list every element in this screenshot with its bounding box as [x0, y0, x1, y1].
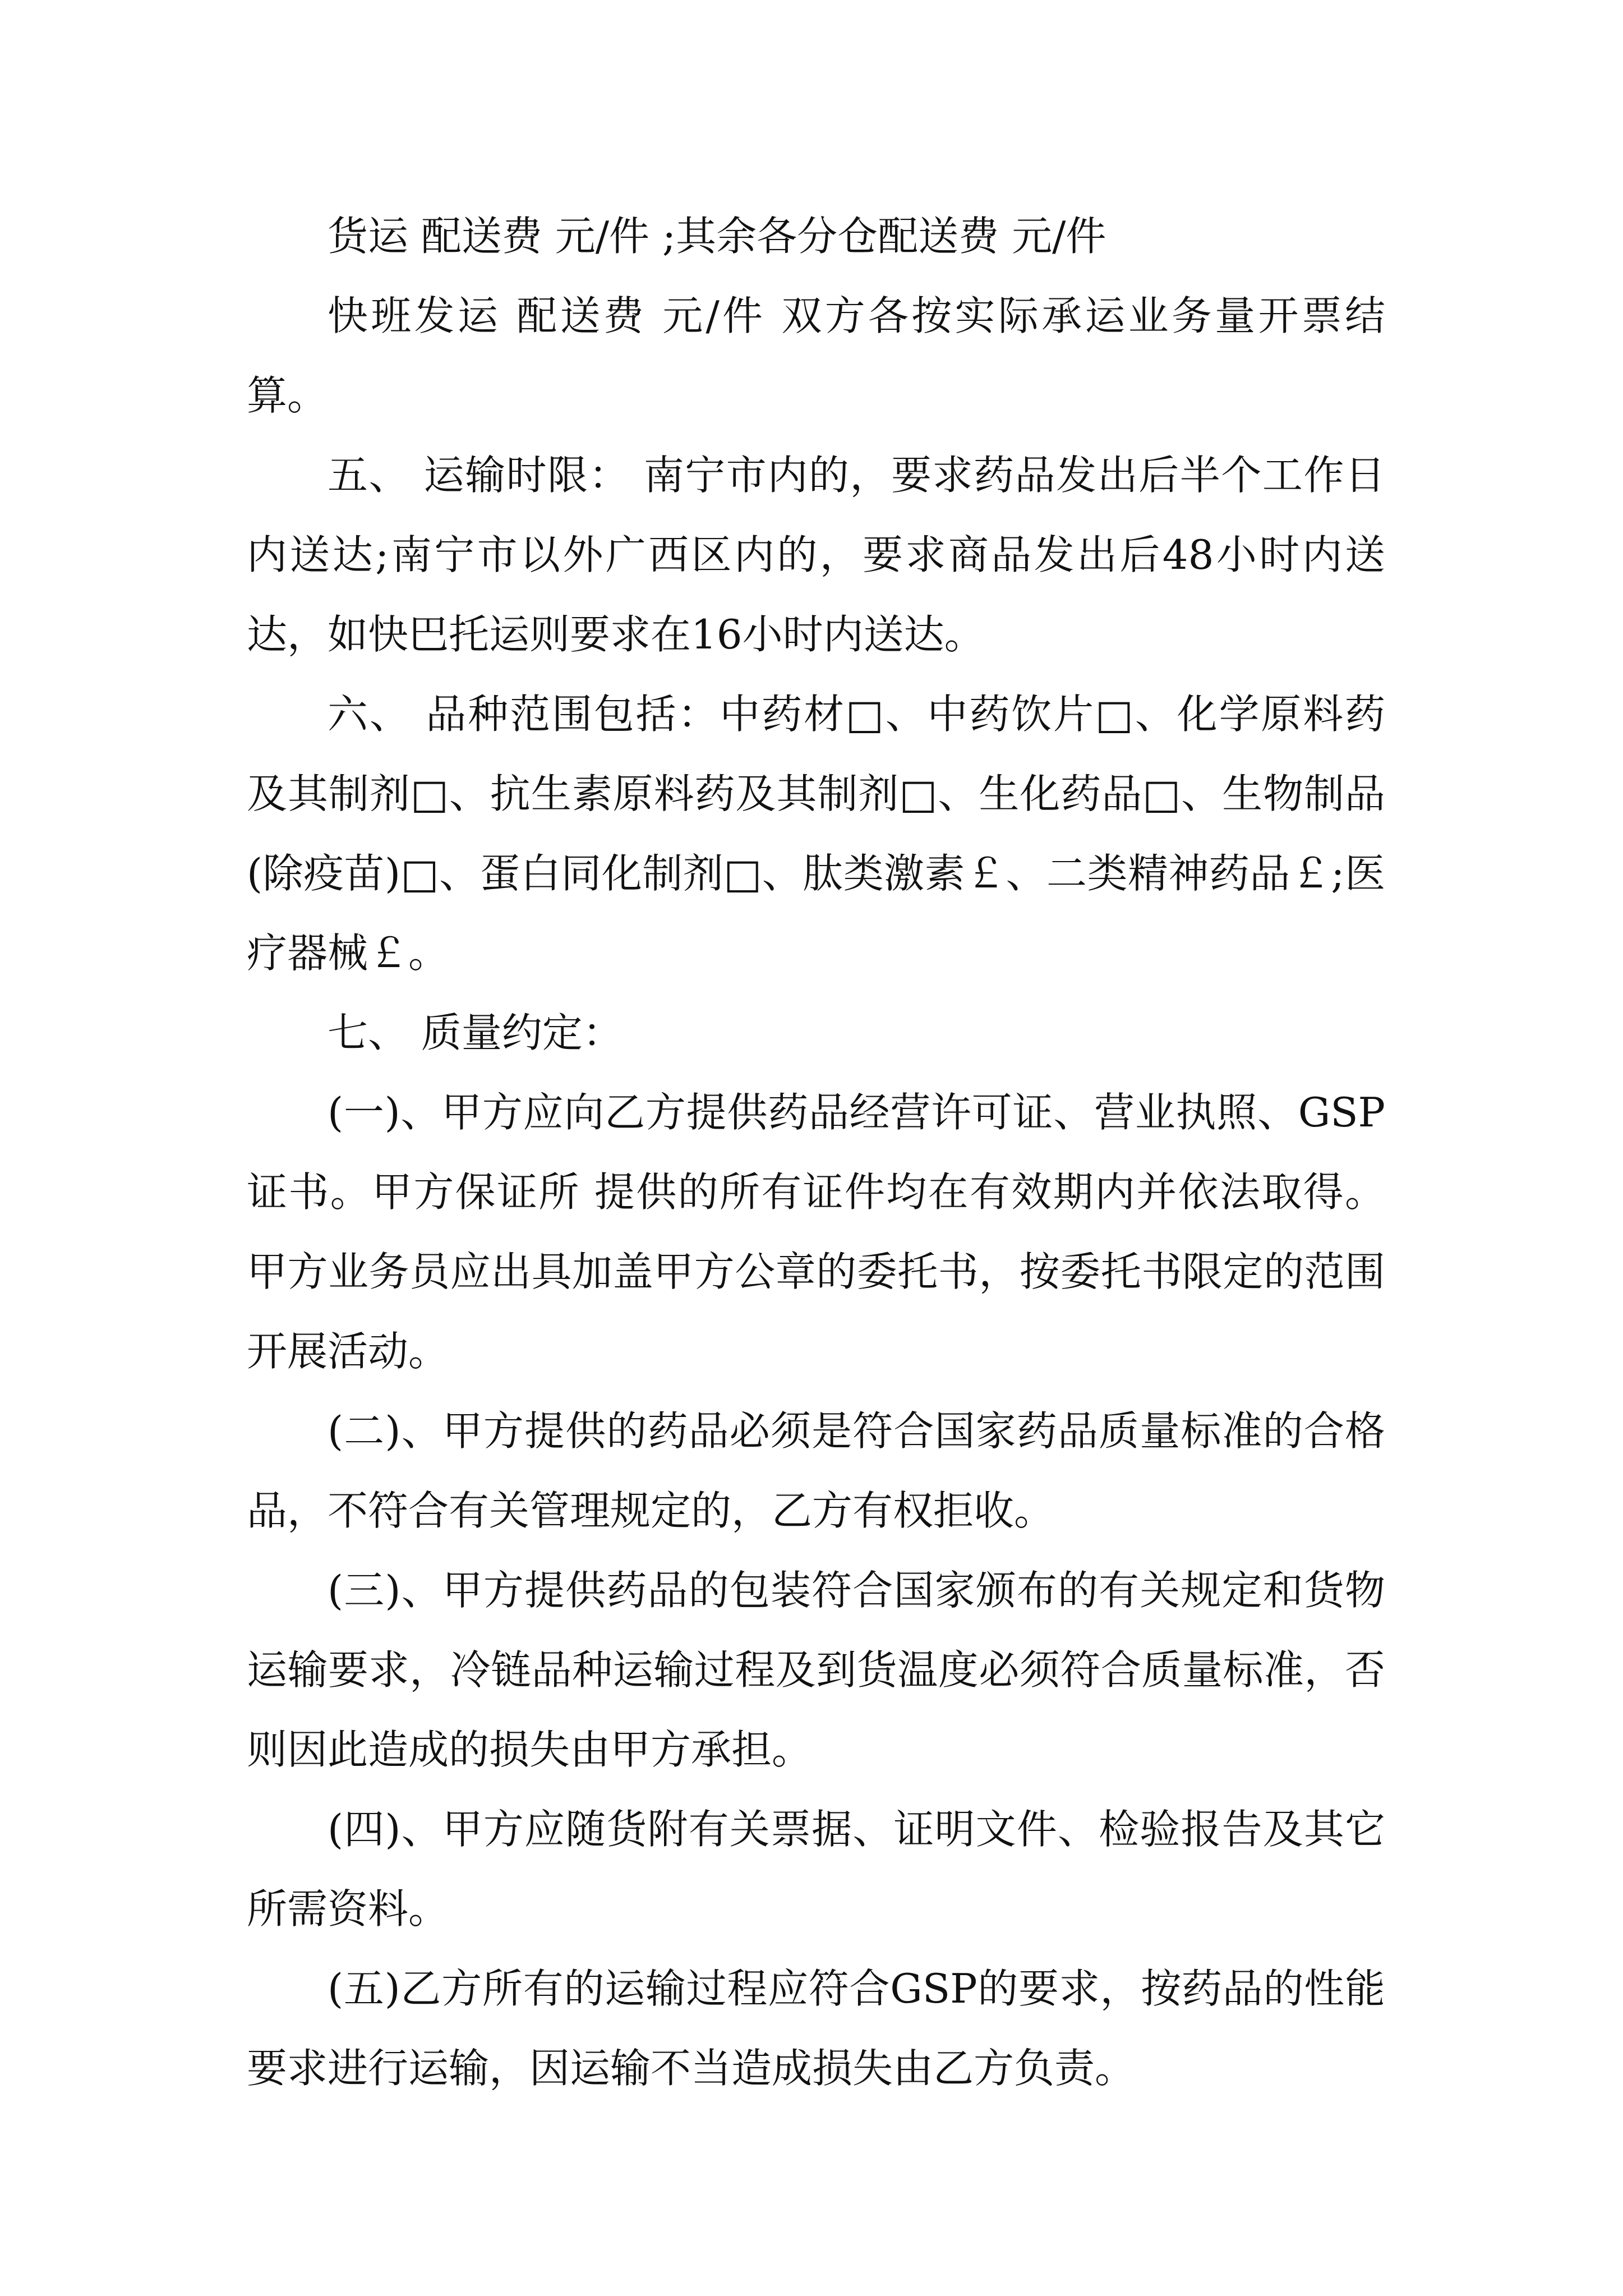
- paragraph-quality-agreement-heading: 七、 质量约定：: [328, 1009, 623, 1056]
- document-body: [247, 196, 1385, 2108]
- paragraph-transport-time-limit: 五、 运输时限： 南宁市内的，要求药品发出后半个工作日内送达;南宁市以外广西区内的，要求商品发出后48小时内送达，如快巴托运则要求在16小时内送达。: [247, 452, 1385, 658]
- paragraph-product-scope: 六、 品种范围包括：中药材□、中药饮片□、化学原料药及其制剂□、抗生素原料药及其制剂□、生化药品□、生物制品(除疫苗)□、蛋白同化制剂□、肽类激素￡、二类精神药品￡;医疗器械￡。: [247, 691, 1385, 977]
- paragraph-freight-fee: 货运 配送费 元/件 ;其余各分仓配送费 元/件: [328, 213, 1106, 260]
- paragraph-quality-item-3: (三)、甲方提供药品的包装符合国家颁布的有关规定和货物运输要求，冷链品种运输过程及到货温度必须符合质量标准，否则因此造成的损失由甲方承担。: [247, 1567, 1385, 1773]
- paragraph-express-fee: 快班发运 配送费 元/件 双方各按实际承运业务量开票结算。: [247, 292, 1385, 419]
- paragraph-quality-item-4: (四)、甲方应随货附有关票据、证明文件、检验报告及其它所需资料。: [247, 1806, 1385, 1932]
- paragraph-quality-item-1: (一)、甲方应向乙方提供药品经营许可证、营业执照、GSP证书。甲方保证所 提供的所有证件均在有效期内并依法取得。甲方业务员应出具加盖甲方公章的委托书，按委托书限定的范围开展活动。: [247, 1089, 1385, 1375]
- paragraph-quality-item-5: (五)乙方所有的运输过程应符合GSP的要求，按药品的性能要求进行运输，因运输不当造成损失由乙方负责。: [247, 1965, 1385, 2092]
- paragraph-quality-item-2: (二)、甲方提供的药品必须是符合国家药品质量标准的合格品，不符合有关管理规定的，乙方有权拒收。: [247, 1407, 1385, 1534]
